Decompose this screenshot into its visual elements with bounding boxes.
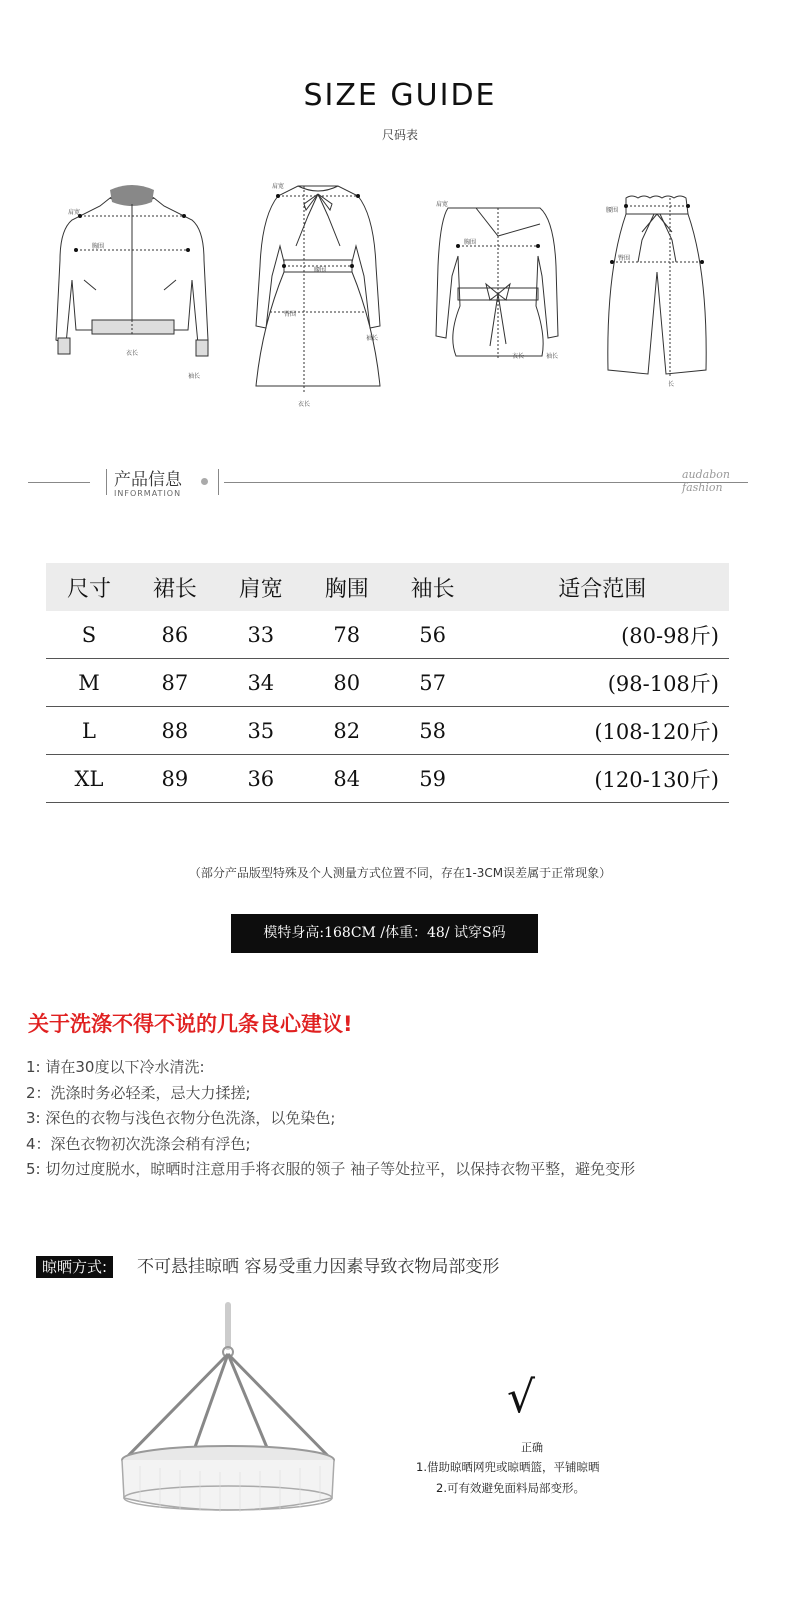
table-cell: 33 xyxy=(218,611,304,659)
table-cell: (80-98斤) xyxy=(476,611,729,659)
table-cell: 87 xyxy=(132,659,218,707)
section-label: 产品信息 xyxy=(114,470,182,490)
table-cell: 56 xyxy=(390,611,476,659)
drying-tag: 晾晒方式: xyxy=(36,1256,113,1278)
col-size: 尺寸 xyxy=(46,563,132,611)
svg-text:臀围: 臀围 xyxy=(284,311,297,318)
svg-text:胸围: 胸围 xyxy=(464,239,477,246)
svg-text:袖长: 袖长 xyxy=(366,335,379,342)
drying-tip-2: 2.可有效避免面料局部变形。 xyxy=(436,1481,585,1495)
svg-text:胸围: 胸围 xyxy=(92,243,105,250)
svg-text:衣长: 衣长 xyxy=(512,353,525,360)
svg-text:袖长: 袖长 xyxy=(546,353,559,360)
svg-text:肩宽: 肩宽 xyxy=(272,183,285,190)
col-chest: 胸围 xyxy=(304,563,390,611)
table-cell: 58 xyxy=(390,707,476,755)
drying-text: 不可悬挂晾晒 容易受重力因素导致衣物局部变形 xyxy=(137,1257,500,1277)
table-cell: 88 xyxy=(132,707,218,755)
svg-text:袖长: 袖长 xyxy=(188,373,201,380)
col-length: 裙长 xyxy=(132,563,218,611)
checkmark-icon: √ xyxy=(507,1372,536,1423)
table-cell: M xyxy=(46,659,132,707)
table-row xyxy=(46,707,729,755)
list-item: 5: 切勿过度脱水，晾晒时注意用手将衣服的领子 袖子等处拉平，以保持衣物平整，避免变形 xyxy=(26,1160,636,1178)
size-table xyxy=(46,563,729,803)
care-list xyxy=(26,1055,635,1183)
list-item: 3: 深色的衣物与浅色衣物分色洗涤，以免染色; xyxy=(26,1109,336,1127)
list-item: 1: 请在30度以下冷水清洗: xyxy=(26,1058,205,1076)
blouse-illustration xyxy=(428,196,568,371)
pants-illustration xyxy=(602,192,712,392)
table-cell: 84 xyxy=(304,755,390,803)
correct-label: 正确 xyxy=(521,1441,543,1454)
size-table-header xyxy=(46,563,729,611)
table-cell: 86 xyxy=(132,611,218,659)
table-cell: S xyxy=(46,611,132,659)
table-cell: 57 xyxy=(390,659,476,707)
svg-text:长: 长 xyxy=(668,381,675,388)
section-dot xyxy=(201,478,208,485)
col-range: 适合范围 xyxy=(476,563,729,611)
care-title: 关于洗涤不得不说的几条良心建议! xyxy=(28,1012,353,1036)
brand-script: audabon fashion xyxy=(682,468,730,494)
table-cell: XL xyxy=(46,755,132,803)
table-cell: 59 xyxy=(390,755,476,803)
page-title: SIZE GUIDE xyxy=(303,78,497,113)
jacket-illustration xyxy=(52,180,222,385)
table-cell: 35 xyxy=(218,707,304,755)
svg-text:臀围: 臀围 xyxy=(618,255,631,262)
measurement-note: （部分产品版型特殊及个人测量方式位置不同，存在1-3CM误差属于正常现象） xyxy=(188,866,612,880)
svg-text:衣长: 衣长 xyxy=(126,350,139,357)
list-item: 4：深色衣物初次洗涤会稍有浮色; xyxy=(26,1134,251,1153)
table-row xyxy=(46,611,729,659)
col-sleeve: 袖长 xyxy=(390,563,476,611)
table-cell: 82 xyxy=(304,707,390,755)
svg-text:腰围: 腰围 xyxy=(606,207,619,214)
section-label-en: INFORMATION xyxy=(114,489,182,498)
table-cell: 89 xyxy=(132,755,218,803)
table-cell: 36 xyxy=(218,755,304,803)
table-row xyxy=(46,659,729,707)
page-subtitle: 尺码表 xyxy=(381,128,418,142)
svg-text:肩宽: 肩宽 xyxy=(436,201,449,208)
svg-text:衣长: 衣长 xyxy=(298,401,311,408)
table-cell: (120-130斤) xyxy=(476,755,729,803)
table-cell: 78 xyxy=(304,611,390,659)
list-item: 2：洗涤时务必轻柔，忌大力揉搓; xyxy=(26,1083,251,1102)
dress-illustration xyxy=(248,176,388,411)
section-divider xyxy=(28,460,773,510)
table-row xyxy=(46,755,729,803)
svg-text:肩宽: 肩宽 xyxy=(68,209,81,216)
model-info-banner: 模特身高:168CM /体重：48/ 试穿S码 xyxy=(231,914,538,953)
table-cell: (98-108斤) xyxy=(476,659,729,707)
table-cell: (108-120斤) xyxy=(476,707,729,755)
table-cell: L xyxy=(46,707,132,755)
table-cell: 34 xyxy=(218,659,304,707)
col-shoulder: 肩宽 xyxy=(218,563,304,611)
svg-text:腰围: 腰围 xyxy=(314,267,327,274)
table-cell: 80 xyxy=(304,659,390,707)
drying-rack-illustration xyxy=(110,1298,350,1520)
drying-tip-1: 1.借助晾晒网兜或晾晒篮，平铺晾晒 xyxy=(416,1460,600,1474)
